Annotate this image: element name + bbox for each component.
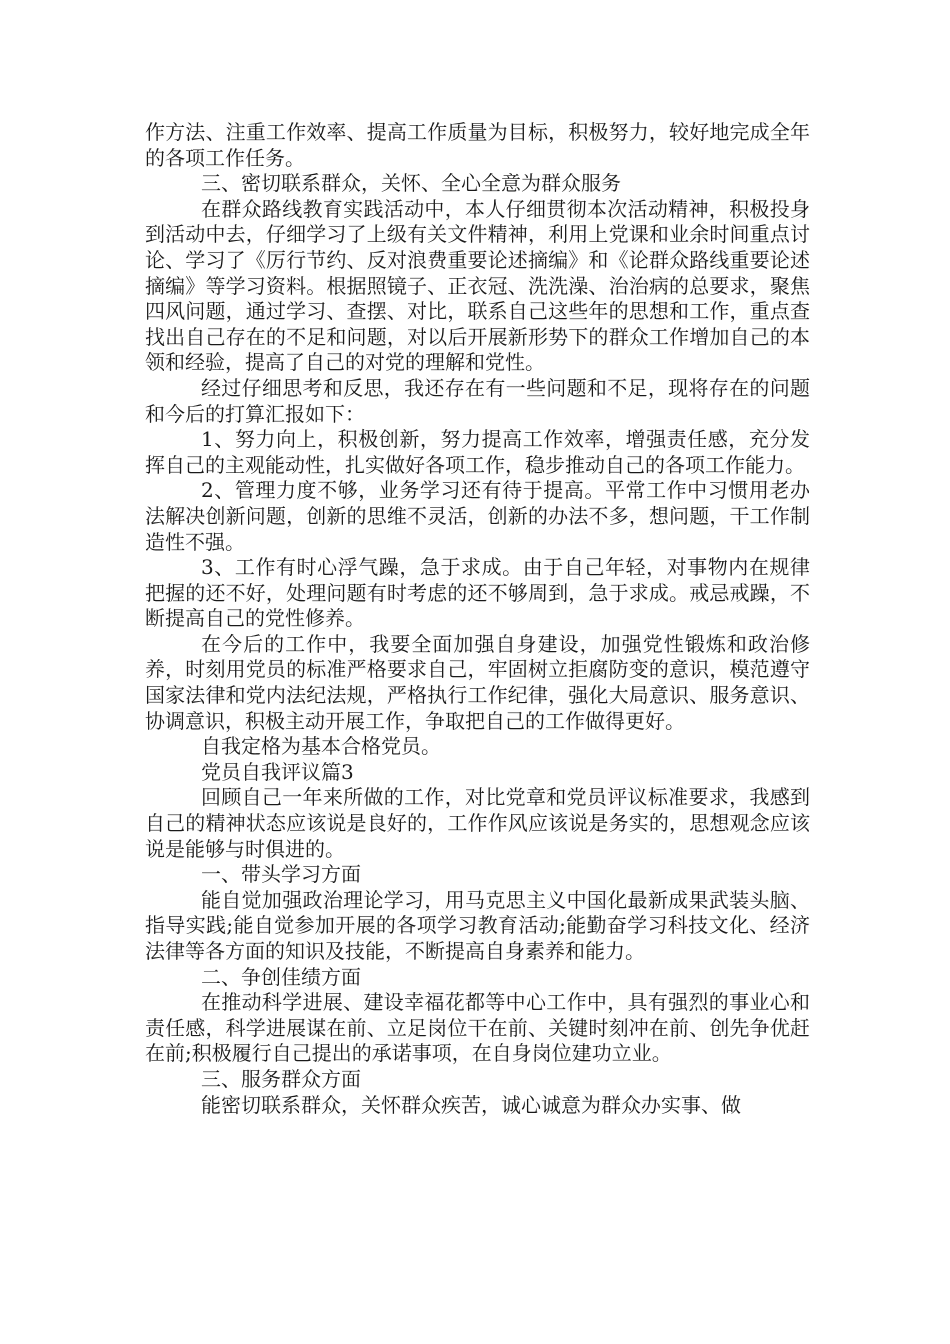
section-heading: 二、争创佳绩方面 [201,964,361,989]
paragraph: 经过仔细思考和反思，我还存在有一些问题和不足，现将存在的问题和今后的打算汇报如下： [145,375,810,426]
list-item: 2、管理力度不够，业务学习还有待于提高。平常工作中习惯用老办法解决创新问题，创新的思维不灵活，创新的办法不多，想问题，干工作制造性不强。 [145,478,810,554]
paragraph: 自我定格为基本合格党员。 [201,734,441,759]
section-heading: 三、密切联系群众，关怀、全心全意为群众服务 [201,171,621,196]
paragraph: 回顾自己一年来所做的工作，对比党章和党员评议标准要求，我感到自己的精神状态应该说是良好的，工作作风应该说是务实的，思想观念应该说是能够与时俱进的。 [145,785,810,861]
paragraph: 能自觉加强政治理论学习，用马克思主义中国化最新成果武装头脑、指导实践;能自觉参加开展的各项学习教育活动;能勤奋学习科技文化、经济法律等各方面的知识及技能，不断提高自身素养和能力。 [145,887,810,963]
paragraph: 能密切联系群众，关怀群众疾苦，诚心诚意为群众办实事、做 [201,1092,741,1117]
paragraph: 在群众路线教育实践活动中，本人仔细贯彻本次活动精神，积极投身到活动中去，仔细学习了上级有关文件精神，利用上党课和业余时间重点讨论、学习了《厉行节约、反对浪费重要论述摘编》和《论群众路线重要论述摘编》等学习资料。根据照镜子、正衣冠、洗洗澡、治治病的总要求，聚焦四风问题，通过学习、查摆、对比，联系自己这些年的思想和工作，重点查找出自己存在的不足和问题，对以后开展新形势下的群众工作增加自己的本领和经验，提高了自己的对党的理解和党性。 [145,196,810,375]
section-heading: 一、带头学习方面 [201,862,361,887]
paragraph: 作方法、注重工作效率、提高工作质量为目标，积极努力，较好地完成全年的各项工作任务。 [145,120,810,170]
section-heading: 三、服务群众方面 [201,1066,361,1091]
article-title: 党员自我评议篇3 [201,759,354,784]
document-page [145,120,810,1118]
paragraph: 在推动科学进展、建设幸福花都等中心工作中，具有强烈的事业心和责任感，科学进展谋在前、立足岗位干在前、关键时刻冲在前、创先争优赶在前;积极履行自己提出的承诺事项，在自身岗位建功立业。 [145,990,810,1066]
list-item: 1、努力向上，积极创新，努力提高工作效率，增强责任感，充分发挥自己的主观能动性，扎实做好各项工作，稳步推动自己的各项工作能力。 [145,427,810,477]
list-item: 3、工作有时心浮气躁，急于求成。由于自己年轻，对事物内在规律把握的还不好，处理问题有时考虑的还不够周到，急于求成。戒忌戒躁，不断提高自己的党性修养。 [145,555,810,631]
paragraph: 在今后的工作中，我要全面加强自身建设，加强党性锻炼和政治修养，时刻用党员的标准严格要求自己，牢固树立拒腐防变的意识，模范遵守国家法律和党内法纪法规，严格执行工作纪律，强化大局意识、服务意识、协调意识，积极主动开展工作，争取把自己的工作做得更好。 [145,631,810,733]
